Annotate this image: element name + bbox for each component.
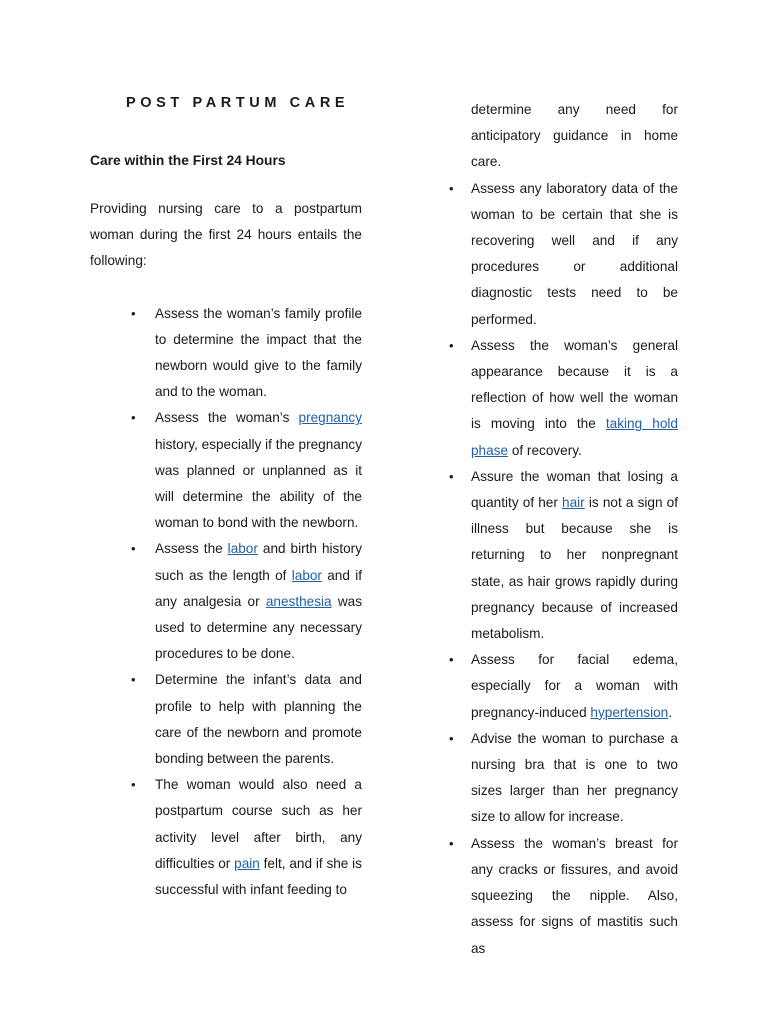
right-column [446, 97, 678, 962]
bullet-item [449, 333, 678, 464]
bullet-text: . [668, 704, 673, 720]
bullet-dot-icon: • [449, 730, 454, 746]
bullet-text: The woman would also need a postpartum course such as her activity level after birth, any difficulties or [155, 777, 362, 871]
bullet-text: Assure the woman that losing a quantity of her [471, 468, 678, 511]
bullet-item [131, 667, 362, 772]
bullet-text: Advise the woman to purchase a nursing bra that is one to two sizes larger than her pregnancy size to allow for increase. [471, 730, 678, 825]
bullet-dot-icon: • [449, 835, 454, 851]
left-column [90, 90, 362, 903]
section-heading: Care within the First 24 Hours [90, 153, 286, 168]
bullet-dot-icon: • [131, 777, 136, 793]
bullet-text: Assess the woman’s general appearance because it is a reflection of how well the woman is moving into the [471, 337, 678, 432]
bullet-dot-icon: • [449, 652, 454, 668]
bullet-item [131, 536, 362, 667]
bullet-text: Assess for facial edema, especially for a woman with pregnancy-induced [471, 652, 678, 720]
inline-link[interactable]: anesthesia [265, 593, 332, 609]
bullet-text: Assess the woman’s breast for any cracks or fissures, and avoid squeezing the nipple. Also, assess for signs of mastitis such as [471, 835, 678, 956]
bullet-text: was used to determine any necessary procedures to be done. [155, 593, 362, 662]
bullet-dot-icon: • [449, 337, 454, 353]
bullet-text: Assess the woman’s family profile to determine the impact that the newborn would give to the family and to the woman. [155, 305, 362, 400]
bullet-item [131, 405, 362, 536]
inline-link[interactable]: pain [234, 855, 260, 871]
intro-paragraph: Providing nursing care to a postpartum woman during the first 24 hours entails the following: [90, 201, 362, 269]
bullet-text: felt, and if she is successful with infant feeding to [155, 855, 362, 898]
bullet-text: is not a sign of illness but because she is returning to her nonpregnant state, as hair grows rapidly during pregnancy because of increased metabolism. [471, 495, 678, 642]
bullet-item [449, 176, 678, 333]
bullet-text: of recovery. [508, 442, 582, 458]
bullet-text: history, especially if the pregnancy was planned or unplanned as it will determine the ability of the woman to bond with the newborn. [155, 436, 362, 531]
bullet-text: and birth history such as the length of [155, 541, 362, 583]
inline-link[interactable]: labor [227, 541, 258, 557]
bullet-dot-icon: • [131, 410, 136, 426]
inline-link[interactable]: hypertension [590, 704, 669, 720]
bullet-text: Assess the [155, 541, 228, 557]
left-bullet-list [90, 301, 362, 904]
bullet-item [449, 726, 678, 831]
continued-text: determine any need for anticipatory guidance in home care. [471, 102, 678, 170]
bullet-dot-icon: • [449, 180, 454, 196]
inline-link[interactable]: labor [291, 567, 322, 583]
right-bullet-list [446, 176, 678, 962]
inline-link[interactable]: taking hold phase [471, 416, 678, 458]
inline-link[interactable]: pregnancy [298, 410, 362, 426]
bullet-dot-icon: • [131, 305, 136, 321]
bullet-text: and if any analgesia or [155, 567, 362, 609]
bullet-item [449, 647, 678, 726]
bullet-text: Assess any laboratory data of the woman to be certain that she is recovering well and if any procedures or additional diagnostic tests need to be performed. [471, 180, 678, 327]
bullet-dot-icon: • [449, 468, 454, 484]
bullet-item [449, 831, 678, 962]
inline-link[interactable]: hair [562, 495, 585, 511]
bullet-text: Determine the infant’s data and profile to help with planning the care of the newborn and promote bonding between the parents. [155, 672, 362, 767]
bullet-text: Assess the woman’s [155, 410, 299, 426]
bullet-item [449, 464, 678, 647]
bullet-dot-icon: • [131, 541, 136, 557]
bullet-dot-icon: • [131, 672, 136, 688]
document-title: POST PARTUM CARE [126, 95, 350, 111]
bullet-item [131, 772, 362, 903]
bullet-item [131, 301, 362, 406]
